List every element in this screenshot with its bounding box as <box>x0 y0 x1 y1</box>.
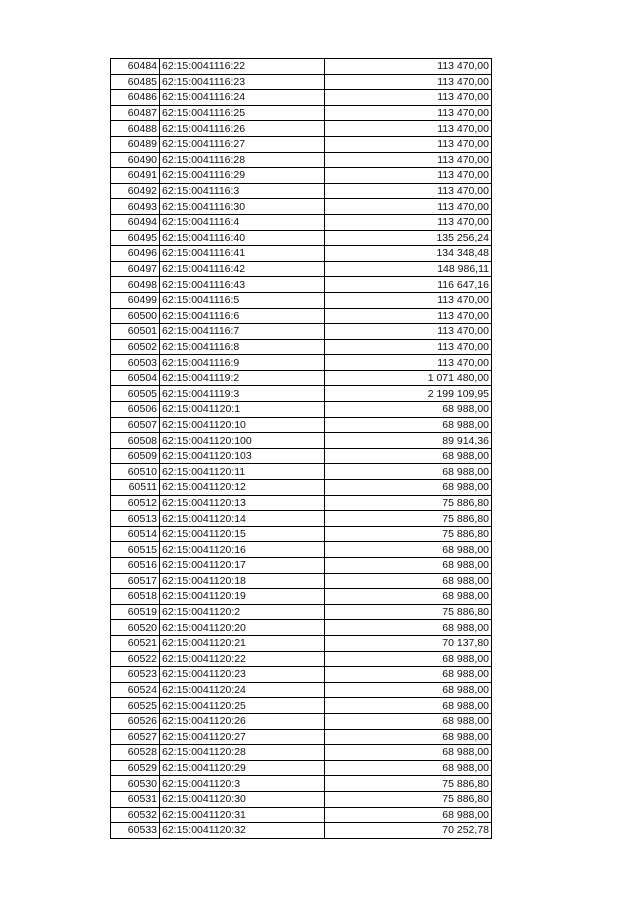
cadastral-value-cell: 68 988,00 <box>325 745 492 761</box>
row-number-cell: 60496 <box>111 246 160 262</box>
table-row <box>111 558 492 574</box>
cadastral-number-cell: 62:15:0041120:14 <box>160 511 325 527</box>
row-number-cell: 60521 <box>111 635 160 651</box>
row-number-cell: 60531 <box>111 791 160 807</box>
table-row <box>111 199 492 215</box>
cadastral-number-cell: 62:15:0041120:32 <box>160 823 325 839</box>
row-number-cell: 60525 <box>111 698 160 714</box>
cadastral-value-cell: 68 988,00 <box>325 558 492 574</box>
cadastral-number-cell: 62:15:0041116:30 <box>160 199 325 215</box>
cadastral-value-cell: 113 470,00 <box>325 308 492 324</box>
cadastral-value-cell: 113 470,00 <box>325 59 492 75</box>
cadastral-value-cell: 135 256,24 <box>325 230 492 246</box>
cadastral-value-cell: 68 988,00 <box>325 542 492 558</box>
row-number-cell: 60497 <box>111 261 160 277</box>
cadastral-number-cell: 62:15:0041116:28 <box>160 152 325 168</box>
cadastral-number-cell: 62:15:0041116:23 <box>160 74 325 90</box>
cadastral-value-cell: 68 988,00 <box>325 760 492 776</box>
row-number-cell: 60495 <box>111 230 160 246</box>
cadastral-value-cell: 113 470,00 <box>325 355 492 371</box>
row-number-cell: 60532 <box>111 807 160 823</box>
cadastral-number-cell: 62:15:0041116:41 <box>160 246 325 262</box>
table-row <box>111 448 492 464</box>
cadastral-number-cell: 62:15:0041120:23 <box>160 667 325 683</box>
row-number-cell: 60503 <box>111 355 160 371</box>
cadastral-value-cell: 68 988,00 <box>325 417 492 433</box>
cadastral-number-cell: 62:15:0041120:19 <box>160 589 325 605</box>
row-number-cell: 60527 <box>111 729 160 745</box>
row-number-cell: 60492 <box>111 183 160 199</box>
row-number-cell: 60498 <box>111 277 160 293</box>
cadastral-number-cell: 62:15:0041119:3 <box>160 386 325 402</box>
table-row <box>111 308 492 324</box>
cadastral-number-cell: 62:15:0041120:27 <box>160 729 325 745</box>
cadastral-number-cell: 62:15:0041120:25 <box>160 698 325 714</box>
row-number-cell: 60519 <box>111 604 160 620</box>
table-body <box>111 59 492 839</box>
row-number-cell: 60528 <box>111 745 160 761</box>
cadastral-value-cell: 75 886,80 <box>325 604 492 620</box>
cadastral-value-cell: 1 071 480,00 <box>325 370 492 386</box>
table-row <box>111 324 492 340</box>
cadastral-value-cell: 113 470,00 <box>325 199 492 215</box>
table-row <box>111 573 492 589</box>
table-row <box>111 526 492 542</box>
table-row <box>111 152 492 168</box>
table-row <box>111 698 492 714</box>
table-row <box>111 214 492 230</box>
row-number-cell: 60517 <box>111 573 160 589</box>
cadastral-number-cell: 62:15:0041120:1 <box>160 402 325 418</box>
table-row <box>111 433 492 449</box>
row-number-cell: 60493 <box>111 199 160 215</box>
cadastral-value-cell: 75 886,80 <box>325 776 492 792</box>
cadastral-number-cell: 62:15:0041120:18 <box>160 573 325 589</box>
cadastral-number-cell: 62:15:0041116:29 <box>160 168 325 184</box>
cadastral-value-cell: 75 886,80 <box>325 791 492 807</box>
cadastral-number-cell: 62:15:0041120:22 <box>160 651 325 667</box>
table-row <box>111 136 492 152</box>
row-number-cell: 60490 <box>111 152 160 168</box>
cadastral-value-cell: 68 988,00 <box>325 573 492 589</box>
row-number-cell: 60522 <box>111 651 160 667</box>
table-row <box>111 807 492 823</box>
table-row <box>111 620 492 636</box>
cadastral-value-cell: 113 470,00 <box>325 324 492 340</box>
table-row <box>111 121 492 137</box>
row-number-cell: 60516 <box>111 558 160 574</box>
cadastral-number-cell: 62:15:0041120:103 <box>160 448 325 464</box>
table-row <box>111 230 492 246</box>
cadastral-number-cell: 62:15:0041116:5 <box>160 292 325 308</box>
cadastral-number-cell: 62:15:0041120:12 <box>160 480 325 496</box>
cadastral-value-cell: 68 988,00 <box>325 651 492 667</box>
cadastral-number-cell: 62:15:0041120:2 <box>160 604 325 620</box>
cadastral-number-cell: 62:15:0041119:2 <box>160 370 325 386</box>
table-row <box>111 370 492 386</box>
table-row <box>111 511 492 527</box>
cadastral-number-cell: 62:15:0041116:22 <box>160 59 325 75</box>
cadastral-number-cell: 62:15:0041116:43 <box>160 277 325 293</box>
cadastral-value-cell: 2 199 109,95 <box>325 386 492 402</box>
cadastral-value-cell: 75 886,80 <box>325 511 492 527</box>
table-row <box>111 183 492 199</box>
table-row <box>111 339 492 355</box>
cadastral-value-cell: 70 252,78 <box>325 823 492 839</box>
row-number-cell: 60507 <box>111 417 160 433</box>
cadastral-number-cell: 62:15:0041120:11 <box>160 464 325 480</box>
cadastral-number-cell: 62:15:0041120:100 <box>160 433 325 449</box>
cadastral-value-cell: 134 348,48 <box>325 246 492 262</box>
cadastral-value-cell: 113 470,00 <box>325 168 492 184</box>
cadastral-value-cell: 113 470,00 <box>325 74 492 90</box>
cadastral-value-cell: 68 988,00 <box>325 729 492 745</box>
cadastral-number-cell: 62:15:0041120:3 <box>160 776 325 792</box>
row-number-cell: 60509 <box>111 448 160 464</box>
table-row <box>111 745 492 761</box>
row-number-cell: 60508 <box>111 433 160 449</box>
table-row <box>111 682 492 698</box>
table-row <box>111 823 492 839</box>
table-row <box>111 667 492 683</box>
row-number-cell: 60520 <box>111 620 160 636</box>
table-row <box>111 261 492 277</box>
cadastral-number-cell: 62:15:0041116:9 <box>160 355 325 371</box>
row-number-cell: 60512 <box>111 495 160 511</box>
row-number-cell: 60499 <box>111 292 160 308</box>
cadastral-value-cell: 113 470,00 <box>325 339 492 355</box>
cadastral-number-cell: 62:15:0041116:7 <box>160 324 325 340</box>
cadastral-value-cell: 68 988,00 <box>325 402 492 418</box>
row-number-cell: 60485 <box>111 74 160 90</box>
row-number-cell: 60530 <box>111 776 160 792</box>
cadastral-value-cell: 75 886,80 <box>325 526 492 542</box>
table-row <box>111 59 492 75</box>
cadastral-number-cell: 62:15:0041116:40 <box>160 230 325 246</box>
cadastral-number-cell: 62:15:0041116:25 <box>160 105 325 121</box>
cadastral-number-cell: 62:15:0041120:30 <box>160 791 325 807</box>
table-row <box>111 589 492 605</box>
row-number-cell: 60502 <box>111 339 160 355</box>
row-number-cell: 60511 <box>111 480 160 496</box>
table-row <box>111 760 492 776</box>
cadastral-value-cell: 113 470,00 <box>325 292 492 308</box>
table-row <box>111 74 492 90</box>
row-number-cell: 60510 <box>111 464 160 480</box>
row-number-cell: 60489 <box>111 136 160 152</box>
table-row <box>111 90 492 106</box>
cadastral-value-cell: 113 470,00 <box>325 152 492 168</box>
cadastral-value-cell: 116 647,16 <box>325 277 492 293</box>
table-row <box>111 713 492 729</box>
row-number-cell: 60484 <box>111 59 160 75</box>
cadastral-value-cell: 68 988,00 <box>325 713 492 729</box>
table-row <box>111 402 492 418</box>
table-row <box>111 168 492 184</box>
cadastral-number-cell: 62:15:0041120:20 <box>160 620 325 636</box>
table-row <box>111 604 492 620</box>
row-number-cell: 60514 <box>111 526 160 542</box>
cadastral-number-cell: 62:15:0041120:31 <box>160 807 325 823</box>
cadastral-value-cell: 68 988,00 <box>325 698 492 714</box>
cadastral-value-cell: 113 470,00 <box>325 214 492 230</box>
cadastral-number-cell: 62:15:0041116:3 <box>160 183 325 199</box>
cadastral-value-cell: 68 988,00 <box>325 682 492 698</box>
cadastral-number-cell: 62:15:0041116:8 <box>160 339 325 355</box>
cadastral-number-cell: 62:15:0041116:27 <box>160 136 325 152</box>
cadastral-value-cell: 68 988,00 <box>325 589 492 605</box>
table-row <box>111 246 492 262</box>
cadastral-number-cell: 62:15:0041120:26 <box>160 713 325 729</box>
row-number-cell: 60524 <box>111 682 160 698</box>
table-row <box>111 495 492 511</box>
table-row <box>111 386 492 402</box>
table-row <box>111 651 492 667</box>
row-number-cell: 60513 <box>111 511 160 527</box>
row-number-cell: 60505 <box>111 386 160 402</box>
cadastral-number-cell: 62:15:0041120:16 <box>160 542 325 558</box>
row-number-cell: 60494 <box>111 214 160 230</box>
cadastral-value-table <box>110 58 492 839</box>
row-number-cell: 60518 <box>111 589 160 605</box>
cadastral-value-cell: 89 914,36 <box>325 433 492 449</box>
cadastral-number-cell: 62:15:0041120:10 <box>160 417 325 433</box>
table-row <box>111 542 492 558</box>
cadastral-number-cell: 62:15:0041120:13 <box>160 495 325 511</box>
table-row <box>111 464 492 480</box>
row-number-cell: 60533 <box>111 823 160 839</box>
cadastral-number-cell: 62:15:0041120:15 <box>160 526 325 542</box>
cadastral-value-cell: 113 470,00 <box>325 183 492 199</box>
cadastral-value-cell: 68 988,00 <box>325 480 492 496</box>
cadastral-number-cell: 62:15:0041116:24 <box>160 90 325 106</box>
row-number-cell: 60526 <box>111 713 160 729</box>
cadastral-number-cell: 62:15:0041120:24 <box>160 682 325 698</box>
cadastral-value-cell: 113 470,00 <box>325 136 492 152</box>
row-number-cell: 60523 <box>111 667 160 683</box>
cadastral-value-cell: 68 988,00 <box>325 667 492 683</box>
cadastral-number-cell: 62:15:0041116:42 <box>160 261 325 277</box>
cadastral-value-cell: 113 470,00 <box>325 121 492 137</box>
cadastral-value-cell: 113 470,00 <box>325 105 492 121</box>
cadastral-value-cell: 68 988,00 <box>325 448 492 464</box>
table-row <box>111 417 492 433</box>
cadastral-number-cell: 62:15:0041120:28 <box>160 745 325 761</box>
row-number-cell: 60486 <box>111 90 160 106</box>
cadastral-number-cell: 62:15:0041120:21 <box>160 635 325 651</box>
cadastral-value-cell: 68 988,00 <box>325 807 492 823</box>
table-row <box>111 480 492 496</box>
table-row <box>111 105 492 121</box>
table-row <box>111 776 492 792</box>
cadastral-number-cell: 62:15:0041116:6 <box>160 308 325 324</box>
cadastral-number-cell: 62:15:0041116:26 <box>160 121 325 137</box>
cadastral-value-cell: 68 988,00 <box>325 620 492 636</box>
cadastral-value-cell: 113 470,00 <box>325 90 492 106</box>
cadastral-value-cell: 148 986,11 <box>325 261 492 277</box>
table-row <box>111 292 492 308</box>
table-row <box>111 729 492 745</box>
cadastral-number-cell: 62:15:0041120:29 <box>160 760 325 776</box>
row-number-cell: 60515 <box>111 542 160 558</box>
row-number-cell: 60529 <box>111 760 160 776</box>
cadastral-number-cell: 62:15:0041120:17 <box>160 558 325 574</box>
table-row <box>111 277 492 293</box>
cadastral-number-cell: 62:15:0041116:4 <box>160 214 325 230</box>
row-number-cell: 60500 <box>111 308 160 324</box>
table-row <box>111 791 492 807</box>
row-number-cell: 60487 <box>111 105 160 121</box>
cadastral-value-cell: 70 137,80 <box>325 635 492 651</box>
row-number-cell: 60501 <box>111 324 160 340</box>
table-row <box>111 635 492 651</box>
row-number-cell: 60506 <box>111 402 160 418</box>
cadastral-value-cell: 68 988,00 <box>325 464 492 480</box>
cadastral-value-cell: 75 886,80 <box>325 495 492 511</box>
row-number-cell: 60488 <box>111 121 160 137</box>
table-row <box>111 355 492 371</box>
row-number-cell: 60491 <box>111 168 160 184</box>
row-number-cell: 60504 <box>111 370 160 386</box>
